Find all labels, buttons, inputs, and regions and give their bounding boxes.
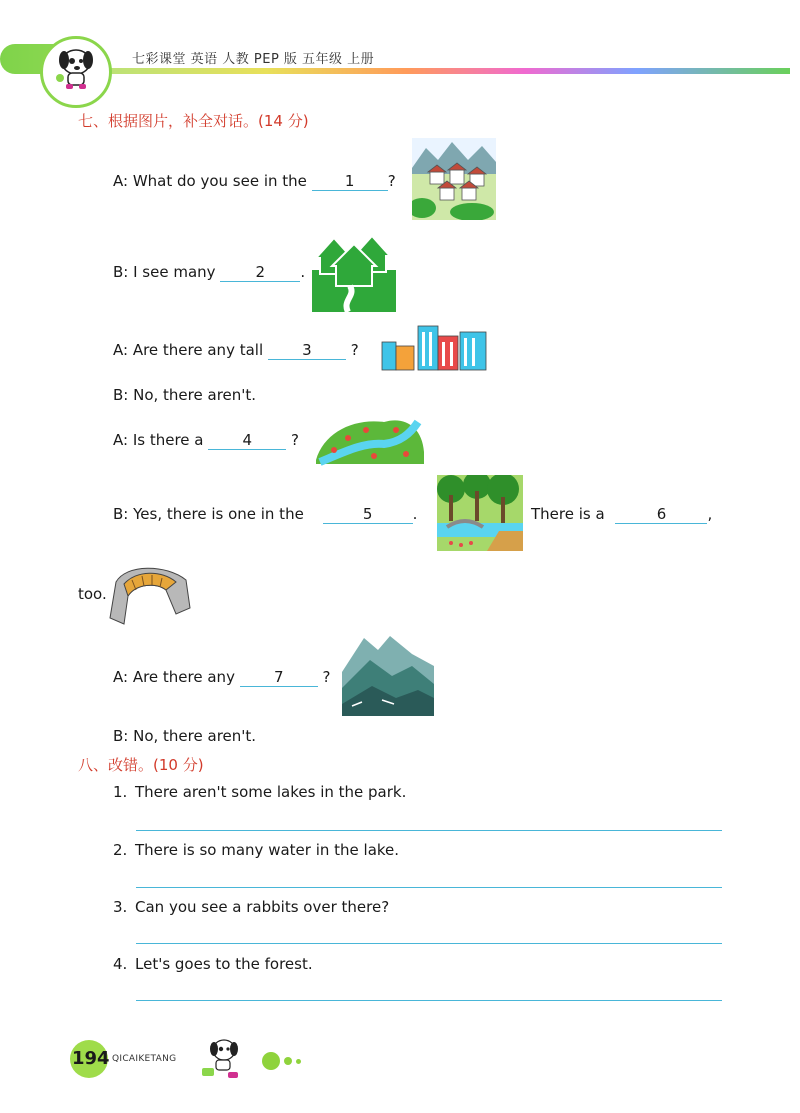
section-7-title: 七、根据图片，补全对话。(14 分) [78,112,309,130]
punctuation: . [412,505,418,523]
mountains-picture-icon [342,632,434,716]
blank-1: 1 [312,172,388,191]
correction-item-1 [113,783,406,801]
correction-item-3 [113,898,389,916]
answer-line-1[interactable] [136,830,722,831]
dialogue-text: A: Are there any tall [113,341,264,359]
correction-item-4 [113,955,313,973]
header-title: 七彩课堂 英语 人教 PEP 版 五年级 上册 [132,52,375,67]
header-gradient-strip [92,68,790,74]
dialogue-text: B: I see many [113,263,216,281]
footer-dot-small [296,1059,301,1064]
answer-line-2[interactable] [136,887,722,888]
blank-4: 4 [208,431,286,450]
dialogue-line-7: too. [78,585,107,603]
punctuation: ? [291,431,299,449]
park-picture-icon [437,475,523,551]
item-text: Can you see a rabbits over there? [135,898,390,916]
dialogue-text: A: Is there a [113,431,204,449]
item-text: Let's goes to the forest. [135,955,313,973]
blank-7: 7 [240,668,318,687]
dialogue-line-5 [113,431,299,450]
dialogue-text: A: Are there any [113,668,235,686]
footer-dot-large [262,1052,280,1070]
punctuation: ? [387,172,396,190]
item-text: There is so many water in the lake. [135,841,400,859]
footer-dot-medium [284,1057,292,1065]
dialogue-line-8 [113,668,330,687]
punctuation: ? [322,668,331,686]
dialogue-line-6a [113,505,417,524]
footer-brand: QICAIKETANG [112,1054,177,1064]
punctuation: . [300,263,306,281]
dialogue-line-4: B: No, there aren't. [113,386,257,404]
dog-mascot-icon [46,40,104,98]
answer-line-3[interactable] [136,943,722,944]
dog-mascot-footer-icon [198,1034,248,1082]
punctuation: , [707,505,713,523]
river-picture-icon [314,412,426,468]
houses-picture-icon [312,230,396,312]
dialogue-text: There is a [531,505,605,523]
dialogue-text: A: What do you see in the [113,172,307,190]
dialogue-line-3 [113,341,359,360]
punctuation: ? [350,341,359,359]
item-text: There aren't some lakes in the park. [135,783,407,801]
section-8-title: 八、改错。(10 分) [78,756,204,774]
item-number: 4. [113,955,128,973]
buildings-picture-icon [380,322,490,372]
blank-6: 6 [615,505,707,524]
dialogue-line-2 [113,263,305,282]
item-number: 3. [113,898,128,916]
blank-2: 2 [220,263,300,282]
item-number: 2. [113,841,128,859]
answer-line-4[interactable] [136,1000,722,1001]
dialogue-line-9: B: No, there aren't. [113,727,257,745]
bridge-picture-icon [106,560,194,626]
dialogue-line-1 [113,172,396,191]
page-number: 194 [72,1048,110,1069]
dialogue-line-6b [531,505,712,524]
blank-5: 5 [323,505,413,524]
dialogue-text: B: Yes, there is one in the [113,505,304,523]
blank-3: 3 [268,341,346,360]
item-number: 1. [113,783,128,801]
village-picture-icon [412,138,496,220]
correction-item-2 [113,841,399,859]
